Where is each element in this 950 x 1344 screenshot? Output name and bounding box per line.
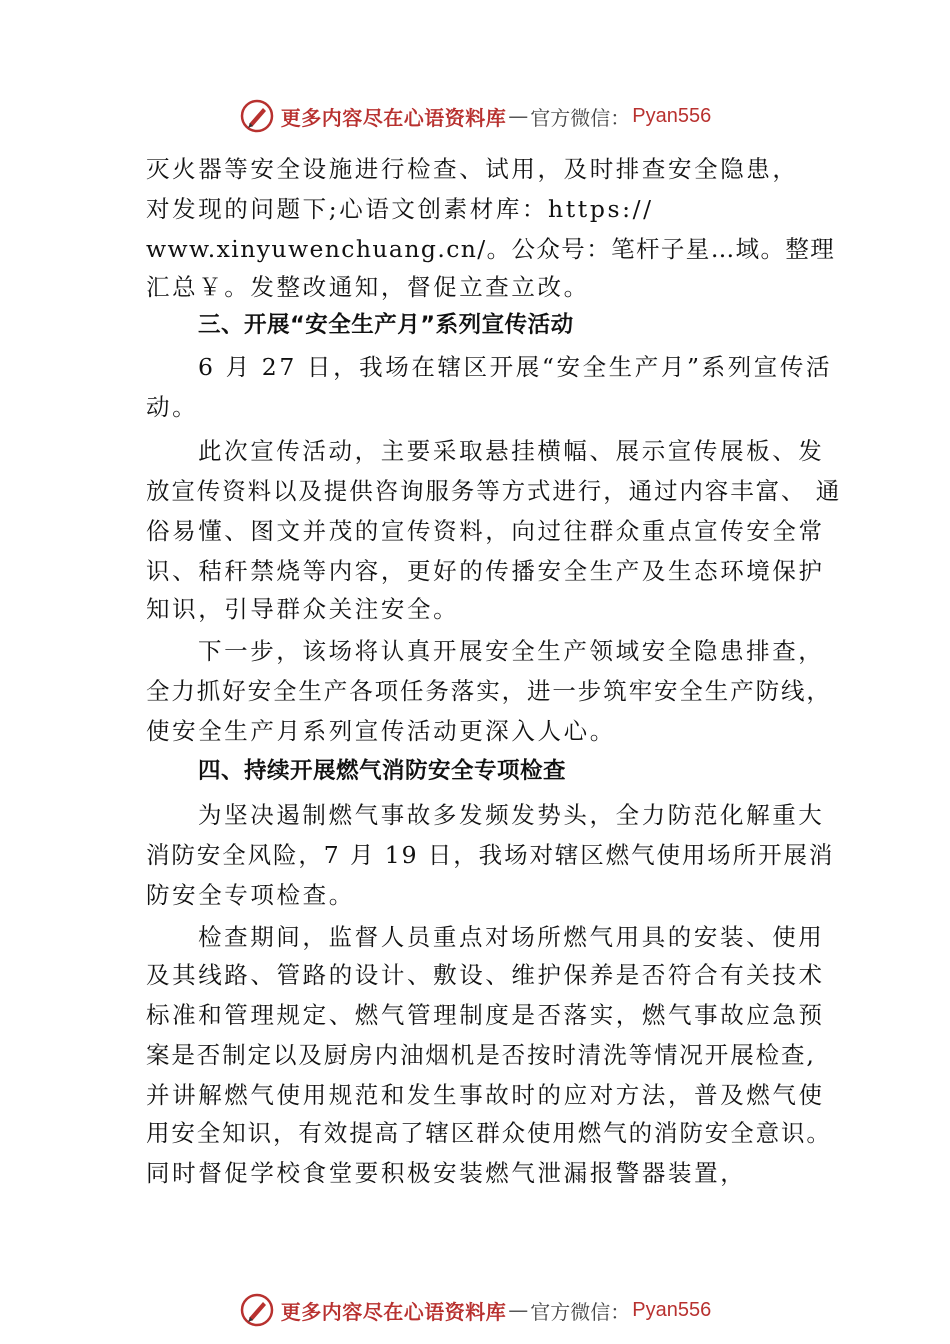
banner-wechat-id: Pyan556 (632, 1298, 712, 1321)
pen-logo-icon (239, 98, 275, 134)
banner-official-label: 官方微信： (530, 1299, 631, 1324)
footer-watermark-banner (0, 1290, 950, 1330)
paragraph-line: 放宣传资料以及提供咨询服务等方式进行，通过内容丰富、 通 (146, 477, 842, 505)
section-heading-3: 三、开展“安全生产月”系列宣传活动 (198, 312, 574, 338)
paragraph-line: 同时督促学校食堂要积极安装燃气泄漏报警器装置， (146, 1159, 747, 1187)
paragraph-line: 6 月 27 日，我场在辖区开展“安全生产月”系列宣传活 (198, 353, 833, 381)
section-heading-4: 四、持续开展燃气消防安全专项检查 (198, 758, 567, 784)
paragraph-line: 识、秸秆禁烧等内容，更好的传播安全生产及生态环境保护 (146, 557, 825, 585)
paragraph-line: 全力抓好安全生产各项任务落实，进一步筑牢安全生产防线， (146, 677, 832, 705)
paragraph-line: 标准和管理规定、燃气管理制度是否落实，燃气事故应急预 (146, 1001, 825, 1029)
paragraph-line: 对发现的问题下;心语文创素材库：https:// (146, 195, 654, 223)
paragraph-line: 用安全知识，有效提高了辖区群众使用燃气的消防安全意识。 (146, 1119, 832, 1147)
banner-official-label: 官方微信： (530, 105, 631, 130)
paragraph-line: 案是否制定以及厨房内油烟机是否按时清洗等情况开展检查, (146, 1041, 816, 1069)
pen-logo-icon (239, 1292, 275, 1328)
header-watermark-banner (0, 96, 950, 136)
paragraph-line: 使安全生产月系列宣传活动更深入人心。 (146, 717, 616, 745)
paragraph-line: 为坚决遏制燃气事故多发频发势头，全力防范化解重大 (198, 801, 825, 829)
paragraph-line: 灭火器等安全设施进行检查、试用，及时排查安全隐患， (146, 155, 799, 183)
paragraph-line: 下一步，该场将认真开展安全生产领域安全隐患排查， (198, 637, 825, 665)
banner-main-text: 更多内容尽在心语资料库 (280, 105, 507, 130)
paragraph-line: www.xinyuwenchuang.cn/。公众号：笔杆子星…域。整理 (146, 235, 836, 263)
banner-wechat-id: Pyan556 (632, 104, 712, 127)
paragraph-line: 及其线路、管路的设计、敷设、维护保养是否符合有关技术 (146, 961, 825, 989)
paragraph-line: 检查期间，监督人员重点对场所燃气用具的安装、使用 (198, 923, 825, 951)
paragraph-line: 并讲解燃气使用规范和发生事故时的应对方法，普及燃气使 (146, 1081, 825, 1109)
paragraph-line: 知识，引导群众关注安全。 (146, 595, 460, 623)
banner-dash: — (508, 1298, 529, 1322)
paragraph-line: 汇总￥。发整改通知，督促立查立改。 (146, 273, 590, 301)
paragraph-line: 动。 (146, 393, 199, 421)
paragraph-line: 此次宣传活动，主要采取悬挂横幅、展示宣传展板、发 (198, 437, 825, 465)
paragraph-line: 消防安全风险，7 月 19 日，我场对辖区燃气使用场所开展消 (146, 841, 835, 869)
paragraph-line: 俗易懂、图文并茂的宣传资料，向过往群众重点宣传安全常 (146, 517, 825, 545)
banner-main-text: 更多内容尽在心语资料库 (280, 1299, 507, 1324)
banner-dash: — (508, 104, 529, 128)
paragraph-line: 防安全专项检查。 (146, 881, 355, 909)
